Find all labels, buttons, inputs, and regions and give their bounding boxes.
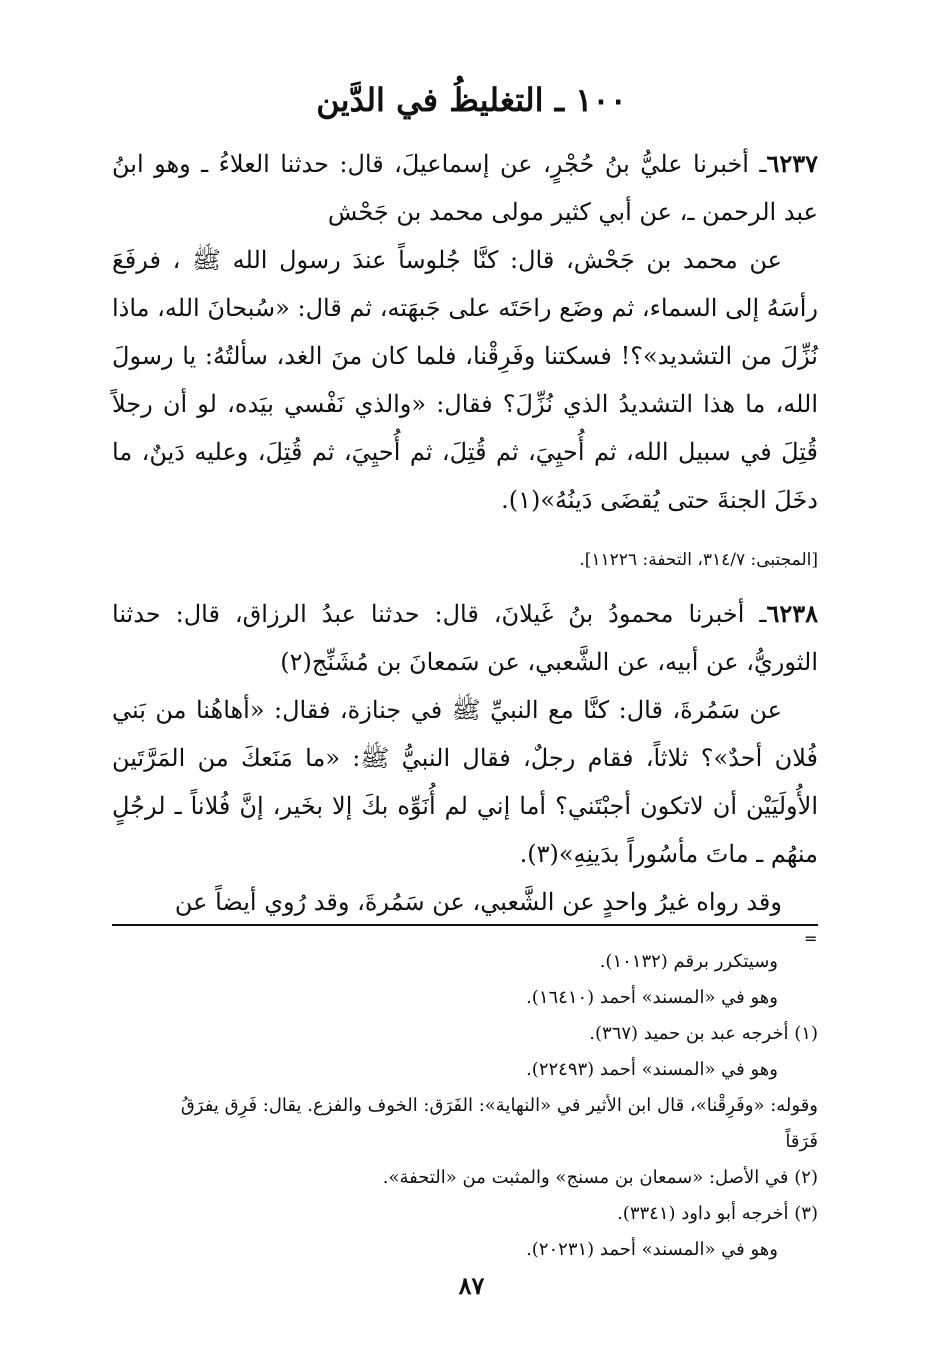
footnotes xyxy=(175,944,818,1268)
footnote-line: وقوله: «وفَرِقْنا»، قال ابن الأثير في «النهاية»: الفَرَق: الخوف والفزع. يقال: فَرِق يفرَقُ فَرَقاً xyxy=(180,1095,818,1152)
footnote-line: وسيتكرر برقم (١٠١٣٢). xyxy=(599,951,778,972)
footnote-line: (٣) أخرجه أبو داود (٣٣٤١). xyxy=(617,1203,818,1224)
footnote-line: وهو في «المسند» أحمد (٢٠٢٣١). xyxy=(526,1239,778,1260)
hadith-6238-continuation: وقد رواه غيرُ واحدٍ عن الشَّعبي، عن سَمُرةَ، وقد رُوي أيضاً عن xyxy=(174,888,782,916)
footnote-separator xyxy=(112,924,818,926)
isnad-text: ـ أخبرنا عليُّ بنُ حُجْرٍ، عن إسماعيلَ، قال: حدثنا العلاءُ ـ وهو ابنُ عبد الرحمن ـ، عن أبي كثير مولى محمد بن جَحْش xyxy=(112,150,818,226)
footnote-line: وهو في «المسند» أحمد (٢٢٤٩٣). xyxy=(526,1059,778,1080)
footnote-line: وهو في «المسند» أحمد (١٦٤١٠). xyxy=(526,987,778,1008)
footnote-line: (٢) في الأصل: «سمعان بن مسنج» والمثبت من «التحفة». xyxy=(382,1167,818,1188)
chapter-title: ١٠٠ ـ التغليظُ في الدَّين xyxy=(316,81,627,119)
continuation-mark: = xyxy=(804,929,818,948)
hadith-6237-isnad xyxy=(112,140,818,236)
hadith-6238-isnad xyxy=(112,590,818,686)
footnote-line: (١) أخرجه عبد بن حميد (٣٦٧). xyxy=(589,1023,818,1044)
hadith-6237-reference: [المجتبى: ٣١٤/٧، التحفة: ١١٢٢٦]. xyxy=(579,550,818,570)
hadith-6238-matn: عن سَمُرةَ، قال: كنَّا مع النبيِّ ﷺ في جنازة، فقال: «أهاهُنا من بَني فُلان أحدٌ»؟ ثلاثاً، فقام رجلٌ، فقال النبيُّ ﷺ: «ما مَنَعكَ من المَرَّتَين الأُولَيَيْن أن لاتكون أجبْتَني؟ أما إني لم أُنَوِّه بكَ إلا بخَير، إنَّ فُلاناً ـ لرجُلٍ منهُم ـ ماتَ مأسُوراً بدَينِهِ»(٣). xyxy=(112,696,818,868)
hadith-6237-matn: عن محمد بن جَحْش، قال: كنَّا جُلوساً عندَ رسول الله ﷺ ، فرفَعَ رأسَهُ إلى السماء، ثم وضَع راحَتَه على جَبهَته، ثم قال: «سُبحانَ الله، ماذا نُزِّلَ من التشديد»؟! فسكتنا وفَرِقْنا، فلما كان منَ الغد، سألتُهُ: يا رسولَ الله، ما هذا التشديدُ الذي نُزِّلَ؟ فقال: «والذي نَفْسي بيَده، لو أن رجلاً قُتِلَ في سبيل الله، ثم أُحيِيَ، ثم قُتِلَ، ثم أُحيِيَ، ثم قُتِلَ، وعليه دَينٌ، ما دخَلَ الجنةَ حتى يُقضَى دَينُهُ»(١). xyxy=(112,246,818,514)
hadith-number: ٦٢٣٧ xyxy=(766,149,818,178)
isnad-text: ـ أخبرنا محمودُ بنُ غَيلانَ، قال: حدثنا عبدُ الرزاق، قال: حدثنا الثوريُّ، عن أبيه، عن الشَّعبي، عن سَمعانَ بن مُشَنِّج(٢) xyxy=(112,600,818,676)
main-text xyxy=(112,140,818,926)
page-number: ٨٧ xyxy=(458,1271,485,1300)
hadith-number: ٦٢٣٨ xyxy=(766,599,818,628)
